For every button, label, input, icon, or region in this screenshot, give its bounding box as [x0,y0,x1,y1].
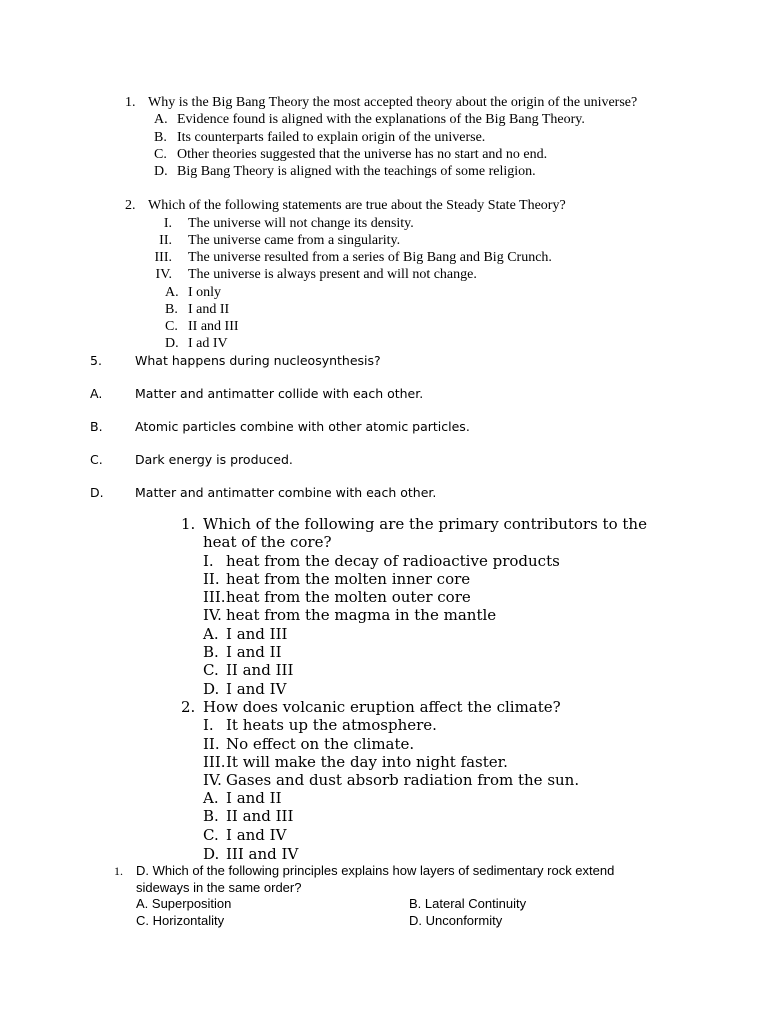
option-letter: C. [203,661,219,679]
option-text: Matter and antimatter combine with each other. [135,485,437,500]
question-text: Which of the following statements are true about the Steady State Theory? [148,198,566,213]
option-letter: C. [154,147,167,162]
statement-text: The universe is always present and will not change. [188,267,477,282]
option-letter: C. [203,826,219,844]
option-letter: A. [154,112,168,127]
statement-text: The universe came from a singularity. [188,233,401,248]
option-text: B. Lateral Continuity [409,896,527,911]
statement-text: No effect on the climate. [226,735,415,753]
statement-text: The universe will not change its density. [188,216,414,231]
question-text: What happens during nucleosynthesis? [135,353,381,368]
statement-text: The universe resulted from a series of Big Bang and Big Crunch. [188,250,552,265]
option-text: Matter and antimatter collide with each other. [135,386,424,401]
statement-roman: III. [203,588,226,606]
option-text: I and IV [226,826,287,844]
question-number: 1. [181,515,196,533]
option-text: Dark energy is produced. [135,452,293,467]
option-text: I and III [226,625,288,643]
question-text-line1: Which of the following are the primary contributors to the [203,515,647,533]
statement-roman: II. [159,233,172,248]
option-letter: A. [165,285,179,300]
option-text: I ad IV [188,336,228,351]
statement-text: Gases and dust absorb radiation from the sun. [226,771,580,789]
question-number: 1. [114,864,123,878]
statement-roman: I. [203,716,214,734]
statement-text: heat from the magma in the mantle [226,606,497,624]
statement-roman: II. [203,735,220,753]
option-text: I and II [188,302,230,317]
statement-text: heat from the molten outer core [226,588,471,606]
question-text-line2: sideways in the same order? [136,880,302,895]
question-number: 1. [125,95,136,110]
option-text: C. Horizontality [136,913,225,928]
question-text: Why is the Big Bang Theory the most accepted theory about the origin of the universe? [148,95,638,110]
option-letter: D. [154,164,168,179]
option-letter: A. [90,386,103,401]
statement-roman: IV. [203,606,222,624]
option-text: II and III [226,661,294,679]
statement-roman: III. [154,250,172,265]
statement-text: heat from the molten inner core [226,570,471,588]
option-letter: C. [90,452,103,467]
option-text: A. Superposition [136,896,232,911]
option-text: Big Bang Theory is aligned with the teachings of some religion. [177,164,536,179]
option-letter: B. [203,643,219,661]
option-text: III and IV [226,845,299,863]
option-text: Other theories suggested that the universe has no start and no end. [177,147,548,162]
statement-roman: I. [203,552,214,570]
option-letter: D. [90,485,104,500]
statement-roman: IV. [203,771,222,789]
question-text: How does volcanic eruption affect the climate? [203,698,561,716]
option-letter: D. [203,845,220,863]
question-number: 2. [125,198,136,213]
statement-roman: I. [163,216,172,231]
option-text: I and IV [226,680,287,698]
option-letter: B. [90,419,103,434]
option-letter: C. [165,319,178,334]
statement-roman: IV. [155,267,172,282]
option-letter: A. [203,625,219,643]
option-text: I and II [226,789,282,807]
option-letter: B. [165,302,178,317]
option-letter: B. [154,130,167,145]
option-text: Its counterparts failed to explain origin of the universe. [177,130,486,145]
statement-text: It will make the day into night faster. [226,753,508,771]
statement-roman: III. [203,753,226,771]
option-letter: D. [203,680,220,698]
option-text: D. Unconformity [409,913,503,928]
question-number: 5. [90,353,102,368]
question-text-line1: D. Which of the following principles explains how layers of sedimentary rock extend [136,863,615,878]
option-text: I only [188,285,222,300]
option-text: II and III [226,807,294,825]
statement-text: It heats up the atmosphere. [226,716,437,734]
option-text: II and III [188,319,239,334]
option-letter: B. [203,807,219,825]
question-number: 2. [181,698,196,716]
option-text: Atomic particles combine with other atomic particles. [135,419,470,434]
statement-text: heat from the decay of radioactive products [226,552,560,570]
statement-roman: II. [203,570,220,588]
question-text-line2: heat of the core? [203,533,332,551]
option-letter: D. [165,336,179,351]
option-text: Evidence found is aligned with the explanations of the Big Bang Theory. [177,112,585,127]
option-letter: A. [203,789,219,807]
option-text: I and II [226,643,282,661]
